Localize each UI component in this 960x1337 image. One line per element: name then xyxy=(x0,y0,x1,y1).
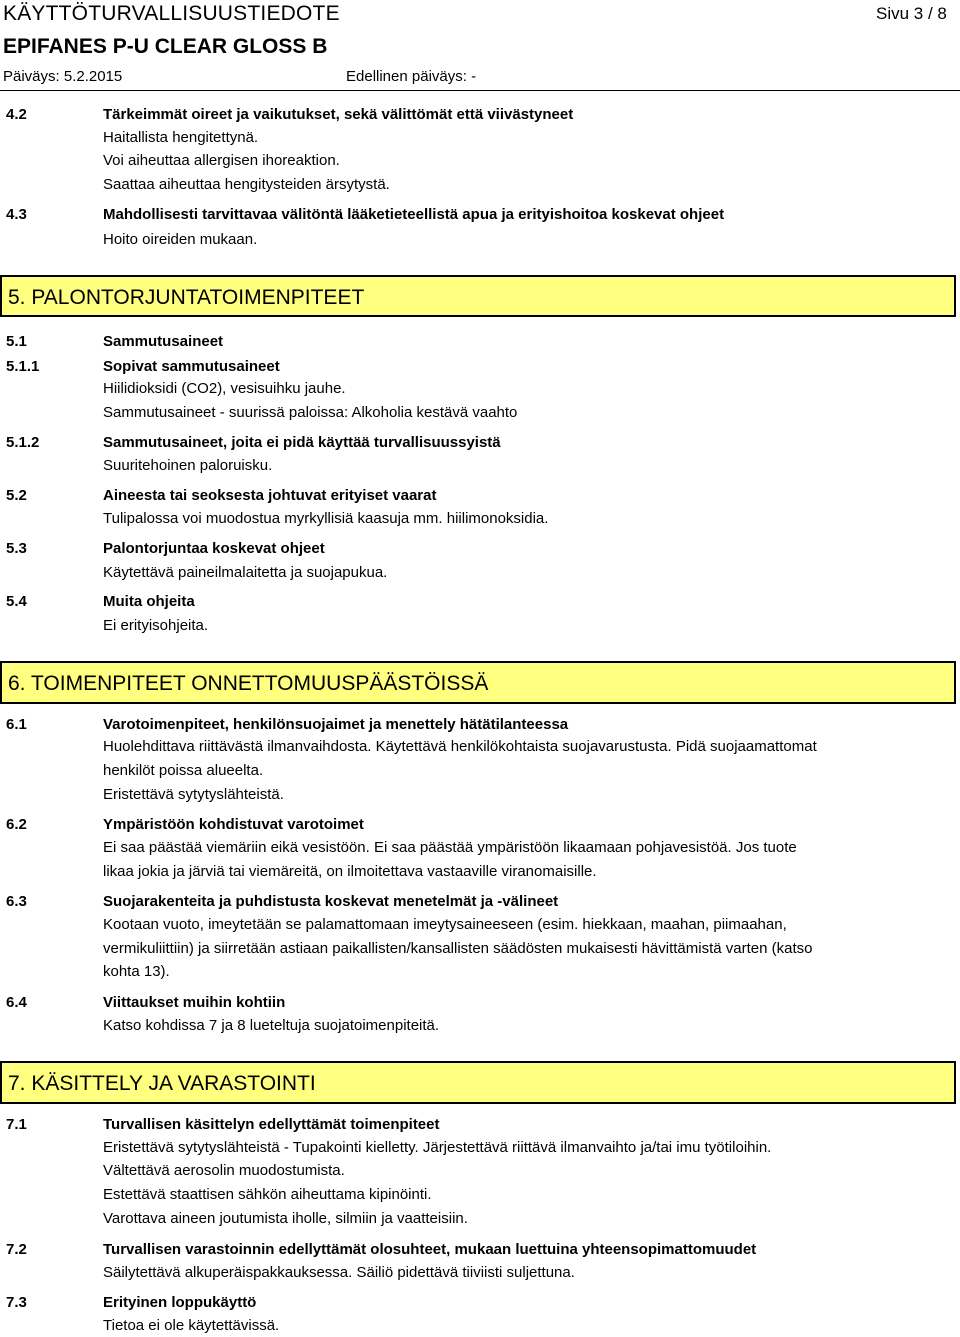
body-line: Vältettävä aerosolin muodostumista. xyxy=(103,1162,345,1179)
section-banner-title: 6. TOIMENPITEET ONNETTOMUUSPÄÄSTÖISSÄ xyxy=(8,672,489,695)
section-heading: Sopivat sammutusaineet xyxy=(103,358,280,375)
section-number: 4.2 xyxy=(6,106,27,123)
section-number: 6.2 xyxy=(6,816,27,833)
section-heading: Aineesta tai seoksesta johtuvat erityiset vaarat xyxy=(103,487,437,504)
page-number: Sivu 3 / 8 xyxy=(876,4,947,23)
section-number: 6.4 xyxy=(6,994,27,1011)
body-line: Tulipalossa voi muodostua myrkyllisiä kaasuja mm. hiilimonoksidia. xyxy=(103,510,549,527)
body-line: Voi aiheuttaa allergisen ihoreaktion. xyxy=(103,152,340,169)
section-number: 5.4 xyxy=(6,593,27,610)
section-heading: Varotoimenpiteet, henkilönsuojaimet ja menettely hätätilanteessa xyxy=(103,716,569,733)
body-line: Eristettävä sytytyslähteistä. xyxy=(103,786,284,803)
section-number: 7.3 xyxy=(6,1294,27,1311)
body-line: Käytettävä paineilmalaitetta ja suojapukua. xyxy=(103,564,388,581)
body-line: Varottava aineen joutumista iholle, silmiin ja vaatteisiin. xyxy=(103,1210,468,1227)
body-line: vermikuliittiin) ja siirretään astiaan paikallisten/kansallisten säädösten mukaisesti hävittämistä varten (katso xyxy=(103,940,813,957)
section-heading: Mahdollisesti tarvittavaa välitöntä lääketieteellistä apua ja erityishoitoa koskevat ohjeet xyxy=(103,206,725,223)
section-number: 5.1.2 xyxy=(6,434,40,451)
product-name: EPIFANES P-U CLEAR GLOSS B xyxy=(3,35,328,58)
section-number: 6.3 xyxy=(6,893,27,910)
body-line: Ei erityisohjeita. xyxy=(103,617,209,634)
issue-date: Päiväys: 5.2.2015 xyxy=(3,68,123,85)
section-banner xyxy=(0,1061,956,1104)
section-heading: Sammutusaineet, joita ei pidä käyttää turvallisuussyistä xyxy=(103,434,501,451)
body-line: Säilytettävä alkuperäispakkauksessa. Säiliö pidettävä tiiviisti suljettuna. xyxy=(103,1264,575,1281)
body-line: Hiilidioksidi (CO2), vesisuihku jauhe. xyxy=(103,380,346,397)
body-line: likaa jokia ja järviä tai viemäreitä, on ilmoitettava vastaaville viranomaisille. xyxy=(103,863,597,880)
section-heading: Tärkeimmät oireet ja vaikutukset, sekä välittömät että viivästyneet xyxy=(103,106,574,123)
section-heading: Ympäristöön kohdistuvat varotoimet xyxy=(103,816,364,833)
body-line: Kootaan vuoto, imeytetään se palamattomaan imeytysaineeseen (esim. hiekkaan, maahan, piimaahan, xyxy=(103,916,787,933)
section-banner-title: 7. KÄSITTELY JA VARASTOINTI xyxy=(8,1072,316,1095)
section-heading: Muita ohjeita xyxy=(103,593,195,610)
body-line: Sammutusaineet - suurissä paloissa: Alkoholia kestävä vaahto xyxy=(103,404,518,421)
section-heading: Turvallisen varastoinnin edellyttämät olosuhteet, mukaan luettuina yhteensopimattomuudet xyxy=(103,1241,757,1258)
section-banner-title: 5. PALONTORJUNTATOIMENPITEET xyxy=(8,286,365,309)
section-number: 5.1 xyxy=(6,333,27,350)
section-heading: Palontorjuntaa koskevat ohjeet xyxy=(103,540,325,557)
body-line: Suuritehoinen paloruisku. xyxy=(103,457,273,474)
body-line: Katso kohdissa 7 ja 8 lueteltuja suojatoimenpiteitä. xyxy=(103,1017,440,1034)
body-line: Estettävä staattisen sähkön aiheuttama kipinöinti. xyxy=(103,1186,432,1203)
section-number: 4.3 xyxy=(6,206,27,223)
body-line: Huolehdittava riittävästä ilmanvaihdosta. Käytettävä henkilökohtaista suojavarustusta. Pidä suojaamattomat xyxy=(103,738,817,755)
previous-date: Edellinen päiväys: - xyxy=(346,68,477,85)
document-title: KÄYTTÖTURVALLISUUSTIEDOTE xyxy=(3,2,340,25)
body-line: Hoito oireiden mukaan. xyxy=(103,231,258,248)
body-line: Haitallista hengitettynä. xyxy=(103,129,259,146)
section-heading: Turvallisen käsittelyn edellyttämät toimenpiteet xyxy=(103,1116,440,1133)
body-line: henkilöt poissa alueelta. xyxy=(103,762,264,779)
body-line: Ei saa päästää viemäriin eikä vesistöön. Ei saa päästää ympäristöön likaamaan pohjavesistöä. Jos tuote xyxy=(103,839,797,856)
section-number: 6.1 xyxy=(6,716,27,733)
section-number: 5.3 xyxy=(6,540,27,557)
section-heading: Erityinen loppukäyttö xyxy=(103,1294,257,1311)
body-line: Eristettävä sytytyslähteistä - Tupakointi kielletty. Järjestettävä riittävä ilmanvaihto ja/tai imu työtiloihin. xyxy=(103,1139,772,1156)
section-number: 5.1.1 xyxy=(6,358,40,375)
section-number: 7.1 xyxy=(6,1116,27,1133)
section-heading: Sammutusaineet xyxy=(103,333,224,350)
body-line: Tietoa ei ole käytettävissä. xyxy=(103,1317,280,1334)
section-banner xyxy=(0,275,956,317)
body-line: Saattaa aiheuttaa hengitysteiden ärsytystä. xyxy=(103,176,390,193)
section-banner xyxy=(0,661,956,704)
section-heading: Suojarakenteita ja puhdistusta koskevat menetelmät ja -välineet xyxy=(103,893,559,910)
section-number: 7.2 xyxy=(6,1241,27,1258)
header-divider xyxy=(0,90,960,91)
body-line: kohta 13). xyxy=(103,963,170,980)
section-heading: Viittaukset muihin kohtiin xyxy=(103,994,286,1011)
section-number: 5.2 xyxy=(6,487,27,504)
